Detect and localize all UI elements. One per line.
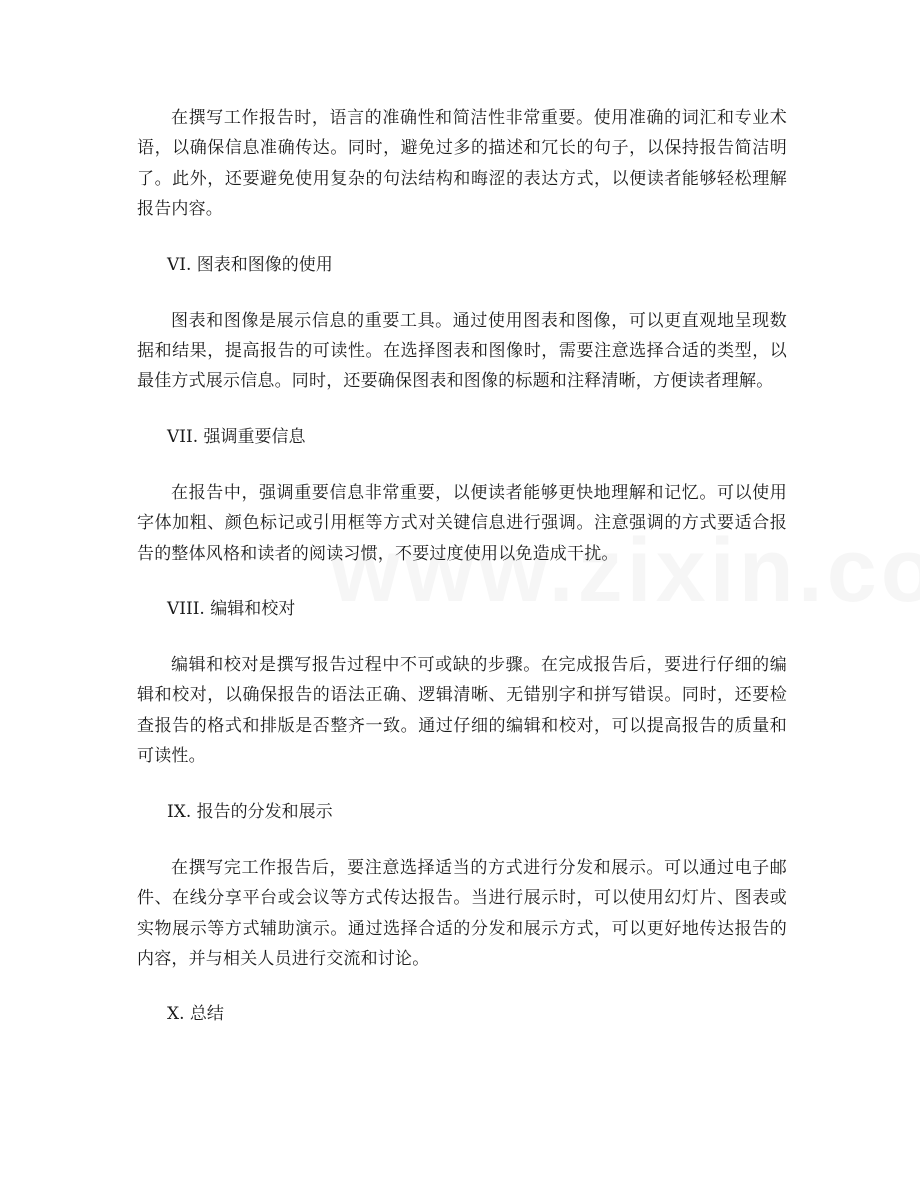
paragraph-language-precision: 在撰写工作报告时，语言的准确性和简洁性非常重要。使用准确的词汇和专业术语，以确保信息准确传达。同时，避免过多的描述和冗长的句子，以保持报告简洁明了。此外，还要避免使用复杂的句法结构和晦涩的表达方式，以便读者能够轻松理解报告内容。 [137, 108, 787, 220]
document-body [137, 103, 787, 1029]
section-heading-distribution: IX. 报告的分发和展示 [167, 801, 333, 822]
section-heading-editing: VIII. 编辑和校对 [167, 599, 296, 620]
section-heading-summary: X. 总结 [167, 1004, 224, 1025]
section-heading-charts: VI. 图表和图像的使用 [167, 254, 333, 275]
paragraph-emphasis: 在报告中，强调重要信息非常重要，以便读者能够更快地理解和记忆。可以使用字体加粗、颜色标记或引用框等方式对关键信息进行强调。注意强调的方式要适合报告的整体风格和读者的阅读习惯，不要过度使用以免造成干扰。 [137, 482, 787, 564]
paragraph-distribution: 在撰写完工作报告后，要注意选择适当的方式进行分发和展示。可以通过电子邮件、在线分享平台或会议等方式传达报告。当进行展示时，可以使用幻灯片、图表或实物展示等方式辅助演示。通过选择合适的分发和展示方式，可以更好地传达报告的内容，并与相关人员进行交流和讨论。 [137, 857, 787, 969]
section-heading-emphasis: VII. 强调重要信息 [167, 426, 306, 447]
paragraph-charts: 图表和图像是展示信息的重要工具。通过使用图表和图像，可以更直观地呈现数据和结果，提高报告的可读性。在选择图表和图像时，需要注意选择合适的类型，以最佳方式展示信息。同时，还要确保图表和图像的标题和注释清晰，方便读者理解。 [137, 310, 787, 392]
paragraph-editing: 编辑和校对是撰写报告过程中不可或缺的步骤。在完成报告后，要进行仔细的编辑和校对，以确保报告的语法正确、逻辑清晰、无错别字和拼写错误。同时，还要检查报告的格式和排版是否整齐一致。通过仔细的编辑和校对，可以提高报告的质量和可读性。 [137, 655, 787, 767]
